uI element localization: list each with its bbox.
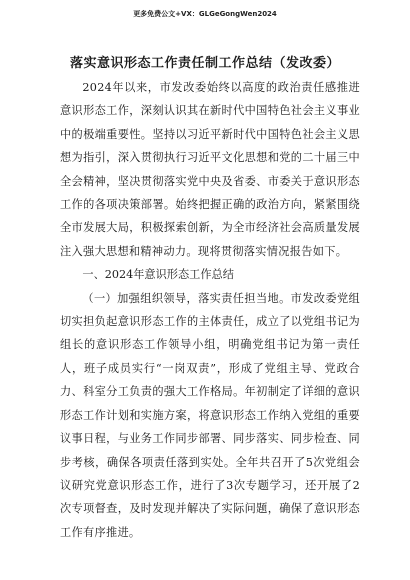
section-paragraph: （一）加强组织领导，落实责任担当地。市发改委党组切实担负起意识形态工作的主体责任，成立了以党组书记为组长的意识形态工作领导小组，明确党组书记为第一责任人，班子成员实行“一岗双责”，形成了党组主导、党政合力、科室分工负责的强大工作格局。年初制定了详细的意识形态工作计划和实施方案，将意识形态工作纳入党组的重要议事日程，与业务工作同步部署、同步落实、同步检查、同步考核，确保各项责任落到实处。全年共召开了5次党组会议研究党意识形态工作，进行了3次专题学习，还开展了2次专项督查，及时发现并解决了实际问题，确保了意识形态工作有序推进。 — [60, 291, 360, 539]
page-header-watermark: 更多免费公文+VX：GLGeGongWen2024 — [133, 10, 277, 18]
intro-paragraph: 2024年以来，市发改委始终以高度的政治责任感推进意识形态工作，深刻认识其在新时代中国特色社会主义事业中的极端重要性。坚持以习近平新时代中国特色社会主义思想为指引，深入贯彻执行习近平文化思想和党的二十届三中全会精神，坚决贯彻落实党中央及省委、市委关于意识形态工作的各项决策部署。始终把握正确的政治方向，紧紧围绕全市发展大局，积极探索创新，为全市经济社会高质量发展注入强大思想和精神动力。现将贯彻落实情况报告如下。 — [60, 81, 360, 258]
document-title: 落实意识形态工作责任制工作总结（发改委） — [69, 56, 340, 71]
section-heading: 一、2024年意识形态工作总结 — [82, 268, 234, 282]
document-body — [60, 76, 360, 544]
